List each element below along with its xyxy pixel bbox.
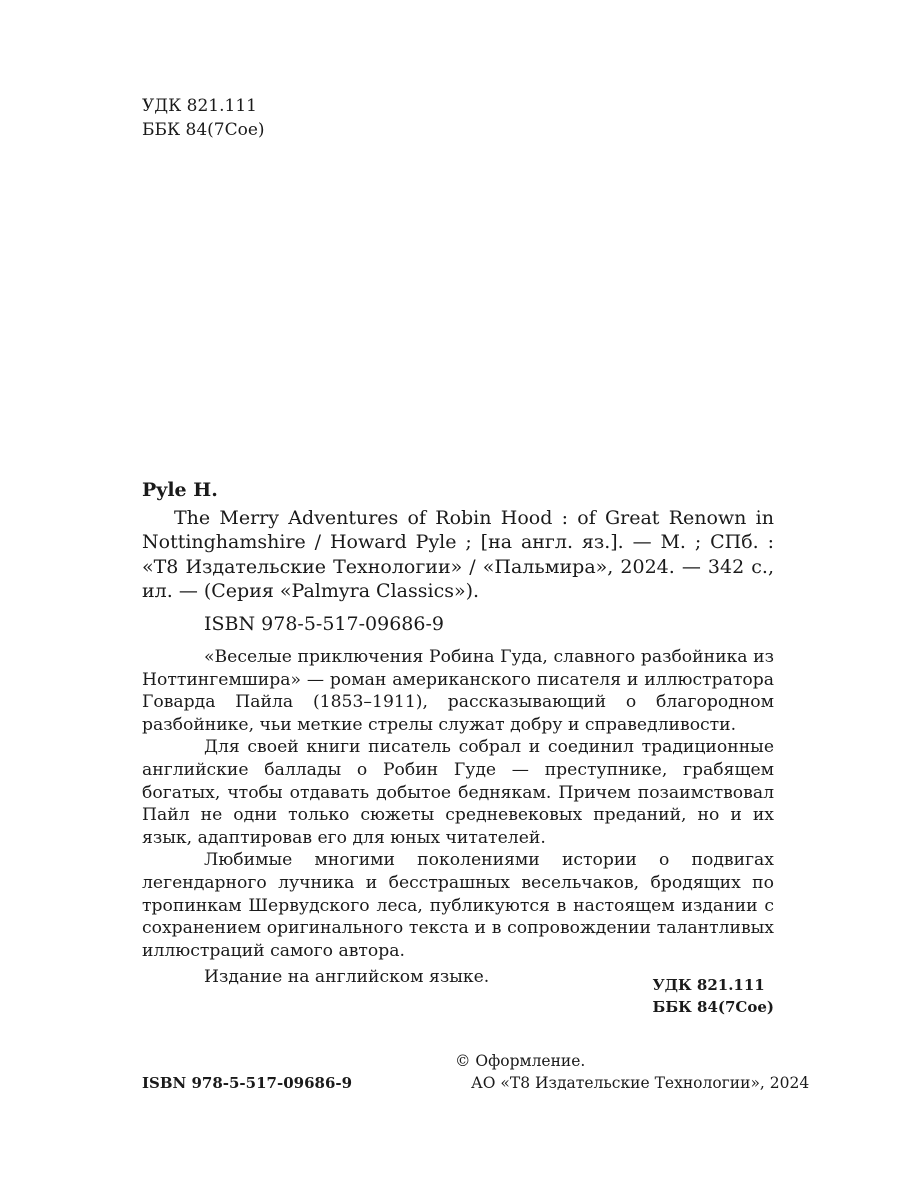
author-heading: Pyle H. [142, 479, 218, 501]
bottom-isbn: ISBN 978-5-517-09686-9 [142, 1074, 353, 1092]
copyright-line: © Оформление. [455, 1052, 586, 1070]
top-classification-codes [142, 94, 265, 142]
bottom-classification-codes [653, 974, 775, 1018]
bibliographic-entry [142, 478, 774, 989]
language-note: Издание на английском языке. [204, 967, 490, 988]
annotation-paragraph: Для своей книги писатель собрал и соединил традиционные английские баллады о Робин Гуде — преступнике, грабящем богатых, чтобы отдавать добытое беднякам. Причем позаимствовал Пайл не одни только сюжеты средневековых преданий, но и их язык, адаптировав его для юных читателей. [142, 737, 774, 848]
udk-code: УДК 821.111 [652, 976, 765, 994]
bbk-code: ББК 84(7Сое) [652, 998, 774, 1016]
publisher-line: АО «Т8 Издательские Технологии», 2024 [471, 1074, 810, 1092]
copyright-notice [455, 1050, 809, 1094]
bibliographic-description: The Merry Adventures of Robin Hood : of Great Renown in Nottinghamshire / Howard Pyle ; [на англ. яз.]. — М. ; СПб. : «Т8 Издательские Технологии» / «Пальмира», 2024. — 342 с., ил. — (Серия «Palmyra Classics»). [142, 506, 774, 602]
annotation-paragraph: «Веселые приключения Робина Гуда, славного разбойника из Ноттингемшира» — роман американского писателя и иллюстратора Говарда Пайла (1853–1911), рассказывающий о благородном разбойнике, чьи меткие стрелы служат добру и справедливости. [142, 647, 774, 735]
annotation [142, 646, 774, 989]
isbn-line: ISBN 978-5-517-09686-9 [204, 612, 444, 635]
annotation-paragraph: Любимые многими поколениями истории о подвигах легендарного лучника и бесстрашных весельчаков, бродящих по тропинкам Шервудского леса, публикуются в настоящем издании с сохранением оригинального текста и в сопровождении талантливых иллюстраций самого автора. [142, 850, 774, 961]
udk-code: УДК 821.111 [142, 96, 257, 116]
bbk-code: ББК 84(7Сое) [142, 120, 265, 140]
